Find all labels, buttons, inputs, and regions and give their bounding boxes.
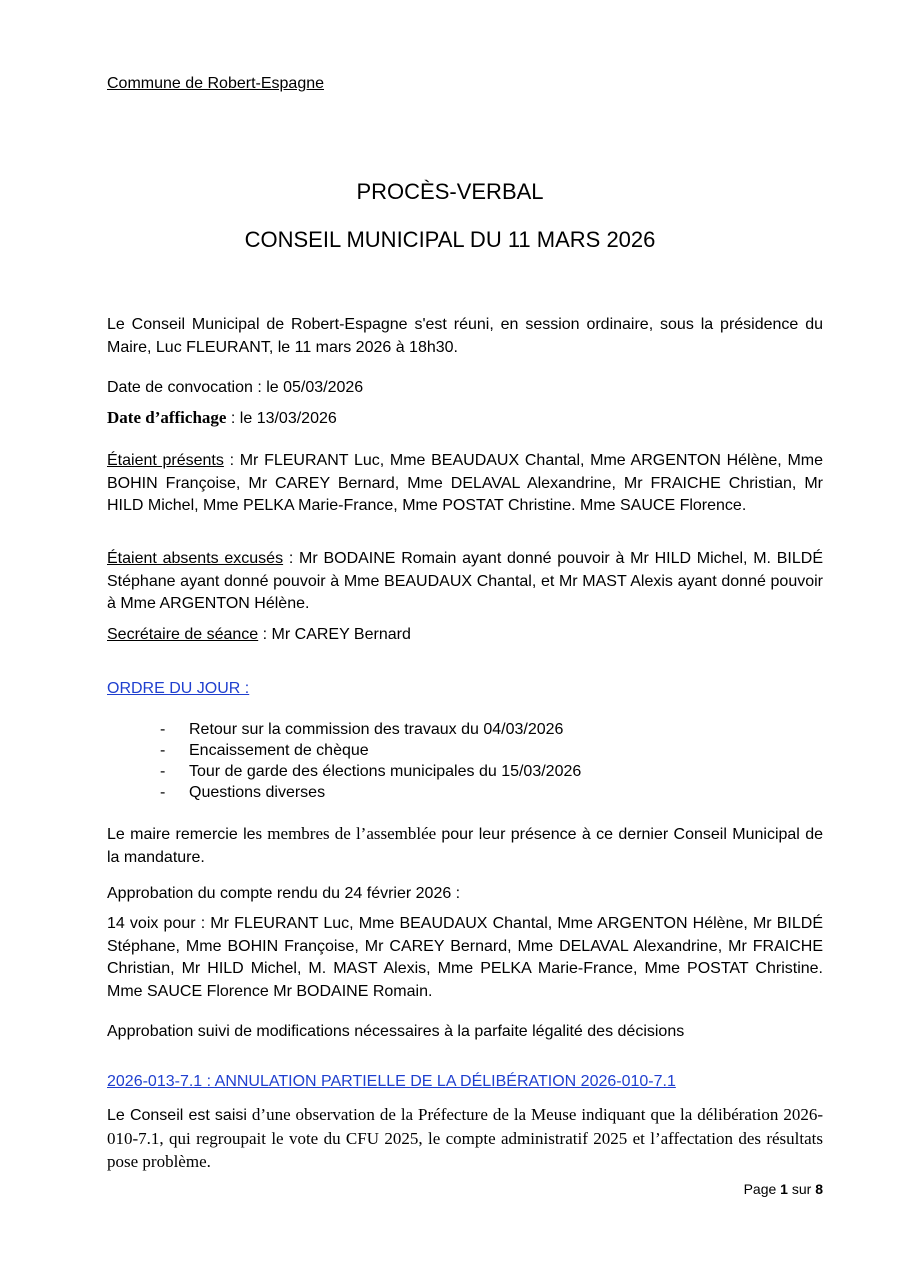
presents-label: Étaient présents	[107, 452, 224, 469]
bullet-dash: -	[160, 763, 166, 780]
bullet-dash: -	[160, 721, 166, 738]
list-item: - Tour de garde des élections municipales du 15/03/2026	[160, 763, 582, 780]
deliberation-paragraph: Le Conseil est saisi d’une observation de la Préfecture de la Meuse indiquant que la délibération 2026-010-7.1, qui regroupait le vote du CFU 2025, le compte administratif 2025 et l’affectation des résultats pose problème.	[107, 1105, 823, 1171]
presents-text: : Mr FLEURANT Luc, Mme BEAUDAUX Chantal, Mme ARGENTON Hélène, Mme BOHIN Françoise, Mr CAREY Bernard, Mme DELAVAL Alexandrine, Mr FRAICHE Christian, Mr HILD Michel, Mme PELKA Marie-France, Mme POSTAT Christine. Mme SAUCE Florence.	[107, 452, 824, 514]
convocation-label: Date de convocation :	[107, 379, 262, 396]
absents-label: Étaient absents excusés	[107, 550, 284, 567]
ordre-du-jour-heading: ORDRE DU JOUR :	[107, 680, 250, 697]
presents-paragraph	[107, 450, 823, 518]
absents-text: : Mr BODAINE Romain ayant donné pouvoir à Mr HILD Michel, M. BILDÉ Stéphane ayant donné pouvoir à Mme BEAUDAUX Chantal, et Mr MAST Alexis ayant donné pouvoir à Mme ARGENTON Hélène.	[107, 550, 824, 612]
list-item: - Encaissement de chèque	[160, 742, 369, 759]
affichage-value: : le 13/03/2026	[226, 410, 337, 427]
secretaire-label: Secrétaire de séance	[107, 626, 259, 643]
deliberation-heading: 2026-013-7.1 : ANNULATION PARTIELLE DE LA DÉLIBÉRATION 2026-010-7.1	[107, 1073, 676, 1090]
commune-header: Commune de Robert-Espagne	[107, 75, 325, 92]
approbation-note: Approbation suivi de modifications nécessaires à la parfaite légalité des décisions	[107, 1023, 685, 1040]
secretaire-line	[107, 624, 823, 647]
page-subtitle: CONSEIL MUNICIPAL DU 11 MARS 2026	[244, 227, 656, 252]
list-item: - Questions diverses	[160, 784, 326, 801]
approbation-votes: 14 voix pour : Mr FLEURANT Luc, Mme BEAUDAUX Chantal, Mme ARGENTON Hélène, Mr BILDÉ Stéphane, Mme BOHIN Françoise, Mr CAREY Bernard, Mme DELAVAL Alexandrine, Mr FRAICHE Christian, Mr HILD Michel, M. MAST Alexis, Mme PELKA Marie-France, Mme POSTAT Christine. Mme SAUCE Florence Mr BODAINE Romain.	[107, 915, 823, 1000]
convocation-line	[107, 377, 823, 400]
total-pages: 8	[815, 1181, 823, 1197]
bullet-dash: -	[160, 742, 166, 759]
page-number: 1	[780, 1181, 788, 1197]
convocation-value: le 05/03/2026	[261, 379, 364, 396]
page-footer: Page 1 sur 8	[743, 1181, 823, 1197]
affichage-line	[107, 407, 823, 431]
secretaire-text: : Mr CAREY Bernard	[258, 626, 411, 643]
absents-paragraph	[107, 548, 823, 616]
approbation-title: Approbation du compte rendu du 24 février 2026 :	[107, 885, 461, 902]
agenda-list	[160, 719, 581, 803]
bullet-dash: -	[160, 784, 166, 801]
remerciement-paragraph: Le maire remercie les membres de l’assemblée pour leur présence à ce dernier Conseil Municipal de la mandature.	[107, 824, 823, 866]
list-item: - Retour sur la commission des travaux du 04/03/2026	[160, 721, 564, 738]
page-title: PROCÈS-VERBAL	[356, 179, 544, 204]
intro-paragraph: Le Conseil Municipal de Robert-Espagne s'est réuni, en session ordinaire, sous la présidence du Maire, Luc FLEURANT, le 11 mars 2026 à 18h30.	[107, 316, 823, 356]
affichage-label: Date d’affichage	[107, 408, 227, 427]
